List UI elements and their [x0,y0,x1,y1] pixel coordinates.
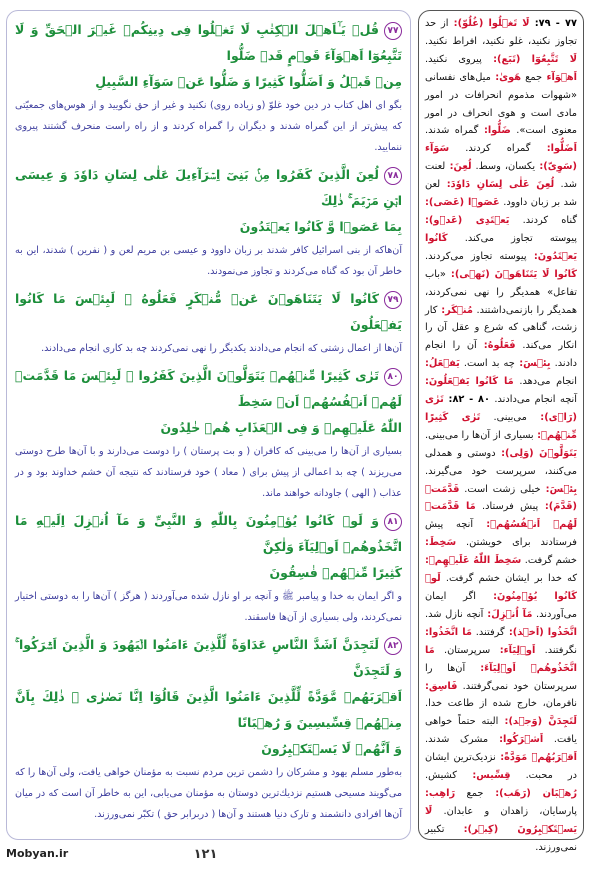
glossary-definition: البته حتماً خواهی يافت. [425,716,577,746]
glossary-term: اَشۡرَكُوا: [488,734,544,746]
site-watermark: Mobyan.ir [6,847,69,860]
verse-arabic-text: كَثِيرًا مِّنۡهُمۡ فٰسِقُونَ [269,565,402,580]
glossary-definition: نافرمان، خارج شده از طاعت خدا. [425,698,577,710]
glossary-definition: انجام می‌دهد. [513,376,577,388]
verse-arabic-line [15,415,402,441]
verse-arabic-text: وَ اَنَّهُمۡ لَا يَسۡتَكۡبِرُونَ [261,741,402,756]
verse-number-badge: ۸۲ [384,637,402,655]
glossary-term: اَوۡلِيَآء: [490,644,536,656]
glossary-term: لَا تَتَّبِعُوٓا (تَبَع): [481,53,577,65]
verse-arabic-line [15,684,402,736]
verse-translation: و اگر ايمان به خدا و پيامبر ﷺ و آنچه بر او نازل شده می‌آوردند ( هرگز ) آن‌ها را به دوستی اختيار نمی‌كردند، ولی بسياری از آن‌ها فاسقند. [15,591,402,623]
glossary-term: مَا اتَّخَذُوهُمۡ اَوۡلِيَآءَ: [425,644,577,674]
glossary-definition: مشرک شدند. [425,734,489,746]
glossary-term: مَا كَانُوا يَفۡعَلُونَ: [425,376,514,388]
glossary-term: كَانُوا يَعۡتَدُونَ: [425,232,578,262]
glossary-definition: لعن شد بر زبان داوود. [425,179,577,209]
glossary-term: قَدَّمَتۡ (قَدَّمَ): [425,483,577,513]
verse-arabic-line [15,69,402,95]
glossary-verse-range: ۸۰ - ۸۲: [443,394,490,406]
glossary-term: سَخِطَ: [425,537,457,549]
glossary-term: مَا اتَّخَذُوا: [425,626,472,638]
verse-block [15,17,402,158]
glossary-definition: آنچه نازل شد. [425,608,484,620]
verse-number-badge: ۸۰ [384,368,402,386]
glossary-term: لَا تَغۡلُوا (غُلُوّ): [448,18,530,29]
glossary-term: يَتَوَلَّوۡنَ (وَلِى): [495,447,577,459]
verse-translation: آن‌ها از اعمال زشتی كه انجام می‌دادند يكديگر را نهی نمی‌كردند چه بد كاری انجام می‌دادند. [41,343,402,354]
verse-translation: به‌طور مسلم يهود و مشركان را دشمن ترين مردم نسبت به مؤمنان خواهی يافت، ولی آن‌ها را كه می‌گويند مسيحی هستيم نزديك‌ترين دوستان به مؤمنان می‌يابی، اين به خاطر آن است كه در ميان آن‌ها افرادی دانشمند و تارک دنيا هستند و آن‌ها ( دربرابر حق ) تكبّر نمی‌ورزند. [15,767,402,820]
verse-arabic-text: لَتَجِدَنَّ اَشَدَّ النَّاسِ عَدَاوَةً لِّلَّذِينَ ءَامَنُوا الۡيَهُودَ وَ الَّذِينَ اَشۡرَكُوا ۚ وَ لَتَجِدَنَّ [15,637,402,678]
glossary-definition: گرفتند. [471,626,505,638]
verse-arabic-text: لُعِنَ الَّذِينَ كَفَرُوا مِنۢ بَنِىٓ اِسۡرَآءِيلَ عَلٰى لِسَانِ دَاوٗدَ وَ عِيسَى ابۡنِ مَرۡيَمَ ۚ ذٰلِكَ [15,167,402,208]
glossary-definition: يكسان، وسط. [471,161,536,173]
glossary-term: لَا يَسۡتَكۡبِرُونَ (كِبۡر): [425,805,577,835]
glossary-definition: گناه كردند. [509,214,577,226]
verse-arabic-line [15,286,402,338]
glossary-definition: پارسايان، زاهدان و عابدان. [432,805,577,817]
verse-arabic-line [15,162,402,214]
glossary-term: يَفۡعَلُ: [425,358,460,370]
verse-arabic-text: اللّٰهُ عَلَيۡهِمۡ وَ فِى الۡعَذَابِ هُمۡ خٰلِدُونَ [160,420,402,435]
glossary-definition: كشيش. [425,770,457,782]
glossary-term: فَعَلُوهُ: [476,340,516,352]
glossary-definition: جمع [521,71,543,83]
glossary-term: فَاسِق: [425,680,458,692]
verse-arabic-text: قُلۡ يَـٰٓاَهۡلَ الۡكِتٰبِ لَا تَغۡلُوا فِى دِينِكُمۡ غَيۡرَ الۡحَقِّ وَ لَا تَتَّبِعُوٓا اَهۡوَآءَ قَوۡمٍ قَدۡ ضَلُّوا [15,22,402,63]
glossary-term: بِئۡسَ: [514,358,551,370]
glossary-definition: از حد تجاوز نكنيد، غلو نكنيد، افراط نكنيد. [425,18,577,47]
glossary-term: لُعِنَ: [445,161,472,173]
verse-block [15,508,402,628]
verse-block [15,162,402,282]
glossary-term: مَآ اُنۡزِلَ: [483,608,533,620]
glossary-definition: «باب تفاعل» همديگر را نهی نمی‌كردند، همديگر را بازنمی‌داشتند. [425,268,577,316]
glossary-term: يَعۡتَدِى (عَدۡو): [425,214,510,226]
glossary-term: هَوىٰ: [490,71,522,83]
glossary-definition: سرپرستان. [434,644,491,656]
glossary-definition: آن را انجام دادند. [425,340,578,370]
glossary-term: مُنۡكَر: [437,304,473,316]
verse-arabic-text: اَقۡرَبَهُمۡ مَّوَدَّةً لِّلَّذِينَ ءَامَنُوا الَّذِينَ قَالُوٓا اِنَّا نَصٰرٰى ۚ ذٰلِكَ بِاَنَّ مِنۡهُمۡ قِسِّيسِينَ وَ رُهۡبَانًا [15,689,402,730]
glossary-definition: دوستی و همدلی می‌كنند، سرپرست خود می‌گيرند. [425,447,577,477]
page-number: ۱۲۱ [193,847,218,862]
glossary-definition: نزديک‌ترين ايشان در محبت. [425,752,578,782]
glossary-term: رُهۡبَان (رَهَب): [483,787,577,799]
glossary-definition: خشم گرفت. [521,555,577,567]
glossary-definition: كار زشت، گناهی كه شرع و عقل آن را انكار می‌كند. [425,304,577,352]
glossary-definition: پيوسته تجاوز می‌كند. [447,232,577,244]
verse-block [15,363,402,504]
glossary-term: اتَّخَذُوا (اَخۡذ): [504,626,577,638]
verse-translation: بگو ای اهل كتاب در دين خود غلوّ (و زياده روی) نكنيد و غير از حق نگوييد و از هوس‌های جمعيّتی كه پيش‌تر از اين گمراه شدند و ديگران را گمراه كردند و از راه راست منحرف گشتند پيروی ننماييد. [15,100,402,153]
glossary-definition: لعنت شد. [425,161,577,191]
glossary-definition: خيلی زشت است. [459,483,541,495]
glossary-term: عَصَوۡا (عَصَى): [425,197,500,209]
glossary-definition: آن‌ها را سرپرستان خود نمی‌گرفتند. [425,662,577,692]
verse-number-badge: ۸۱ [384,513,402,531]
glossary-term: ضَلُّوا: [478,125,511,137]
verse-arabic-line [15,560,402,586]
glossary-term: اَضَلُّوا: [530,143,577,155]
glossary-definition: بسياری از آن‌ها را می‌بينی. [425,429,534,441]
verse-number-badge: ۷۸ [384,167,402,185]
glossary-definition: اگر ايمان می‌آوردند. [425,591,577,620]
glossary-term: مَا قَدَّمَتۡ لَهُمۡ اَنۡفُسُهُمۡ: [425,501,578,531]
verse-arabic-line [15,17,402,69]
glossary-term: رَاهِب: [425,787,456,799]
glossary-definition: آنچه پيش فرستادند برای خويشتن. [425,519,577,549]
verse-arabic-line [15,508,402,560]
verse-block [15,632,402,825]
glossary-definition: پيروی نكنيد. [425,53,482,65]
glossary-term: سَوَآء (سَوِىّ): [425,143,577,173]
glossary-verse-range: ۷۷ - ۷۹: [529,18,577,29]
glossary-definition: كه خدا بر ايشان خشم گرفت. [440,573,577,585]
glossary-term: تَرٰى كَثِيرًا مِّنۡهُمۡ: [425,411,577,441]
verse-arabic-text: كَانُوا لَا يَتَنَاهَوۡنَ عَنۡ مُّنۡكَرٍ فَعَلُوهُ ۚ لَبِئۡسَ مَا كَانُوا يَفۡعَلُونَ [15,291,402,332]
verse-translation: بسياری از آن‌ها را می‌بينی كه كافران ( و بت پرستان ) را دوست می‌دارند و با آن‌ها طرح دوستی می‌ريزند ) چه بد اعمالی از پيش برای ( معاد ) خود فرستادند كه نتيجه آن خشم خداوند بود و در عذاب ( الهی ) جاودانه خواهند ماند. [15,446,402,499]
verse-arabic-line [15,736,402,762]
glossary-definition: گمراه شدند. [425,125,479,137]
glossary-term: لَوۡ كَانُوا يُؤۡمِنُونَ: [425,573,577,602]
glossary-text [425,15,577,857]
glossary-term: قِسِّيس: [456,770,511,782]
glossary-definition: تكبير نمی‌ورزند. [425,823,577,853]
glossary-definition: جمع [455,787,484,799]
glossary-definition: آنچه انجام می‌دادند. [489,394,577,406]
glossary-term: بِئۡسَ: [540,483,577,495]
verse-arabic-text: بِمَا عَصَوۡا وَّ كَانُوا يَعۡتَدُونَ [239,219,402,234]
glossary-term: سَخِطَ اللّٰهُ عَلَيۡهِمۡ: [425,555,522,567]
verse-block [15,286,402,359]
glossary-definition: می‌بينی. [480,411,527,423]
verse-arabic-text: تَرٰى كَثِيرًا مِّنۡهُمۡ يَتَوَلَّوۡنَ الَّذِينَ كَفَرُوا ۚ لَبِئۡسَ مَا قَدَّمَتۡ لَهُمۡ اَنۡفُسُهُمۡ اَنۡ سَخِطَ [15,368,402,409]
glossary-panel [418,10,584,853]
verse-number-badge: ۷۹ [384,291,402,309]
verses-panel [6,10,411,840]
glossary-definition: گمراه كردند. [449,143,531,155]
glossary-term: تَرٰى (رَاۡى): [425,394,577,423]
glossary-definition: ميل‌های نفسانی «شهوات مذموم انحرافات در امور مادی است و هوی انحراف در امور معنوی است». [425,71,578,137]
verse-arabic-line [15,632,402,684]
glossary-definition: پيش فرستاد. [475,501,539,513]
verse-arabic-line [15,363,402,415]
verse-number-badge: ۷۷ [384,22,402,40]
verse-arabic-line [15,214,402,240]
glossary-definition: چه بد است. [459,358,515,370]
glossary-term: اَهۡوَآء [542,71,577,83]
glossary-term: لَتَجِدَنَّ (وَجۡد): [498,716,577,728]
glossary-definition: نگرفتند. [535,644,577,656]
glossary-term: اَقۡرَبُهُمۡ مَوَدَّةً: [495,752,577,764]
glossary-definition: پيوسته تجاوز می‌كردند. [425,250,527,262]
verse-arabic-text: مِنۡ قَبۡلُ وَ اَضَلُّوا كَثِيرًا وَ ضَلُّوا عَنۡ سَوَآءِ السَّبِيلِ [95,74,402,89]
glossary-term: لُعِنَ عَلٰى لِسَانِ دَاوٗدَ: [440,179,555,191]
verse-translation: آن‌هاكه از بنی اسرائيل كافر شدند بر زبان داوود و عيسی بن مريم لعن و ( نفرين ) شدند، اين به خاطر آن بود كه گناه می‌كردند و تجاوز می‌نمودند. [15,245,402,277]
verse-arabic-text: وَ لَوۡ كَانُوا يُؤۡمِنُونَ بِاللّٰهِ وَ النَّبِىِّ وَ مَآ اُنۡزِلَ اِلَيۡهِ مَا اتَّخَذُوهُمۡ اَوۡلِيَآءَ وَلٰكِنَّ [15,513,402,554]
glossary-term: كَانُوا لَا يَتَنَاهَوۡنَ (نَهۡى): [445,268,577,280]
